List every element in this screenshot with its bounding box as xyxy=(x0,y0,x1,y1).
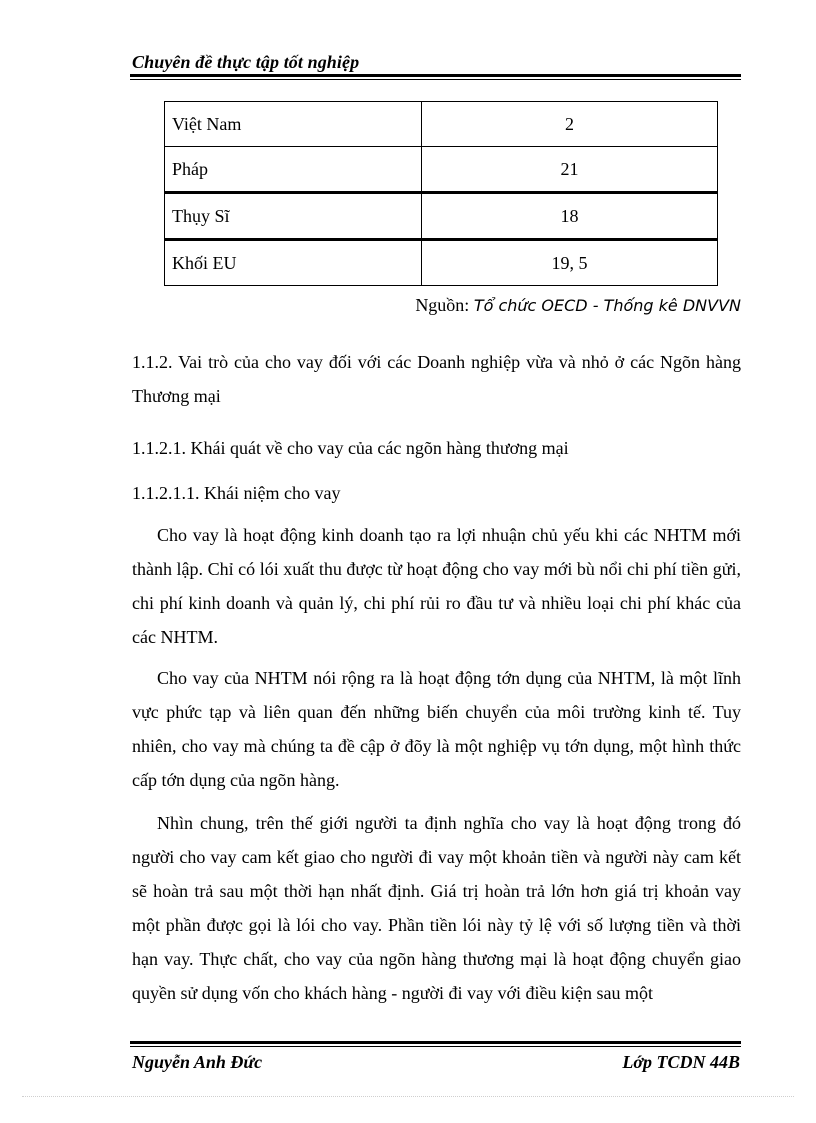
footer-class: Lớp TCDN 44B xyxy=(622,1052,740,1072)
table-source xyxy=(415,295,741,316)
table-row xyxy=(165,102,718,147)
source-label: Nguồn: xyxy=(415,295,470,315)
table-cell-value: 21 xyxy=(422,147,718,193)
table-cell-value: 19, 5 xyxy=(422,240,718,286)
header-title: Chuyên đề thực tập tốt nghiệp xyxy=(132,52,360,72)
table-cell-country: Thụy Sĩ xyxy=(165,193,422,240)
footer-rule xyxy=(130,1041,741,1047)
table-cell-value: 18 xyxy=(422,193,718,240)
data-table xyxy=(164,101,718,286)
paragraph-3: Nhìn chung, trên thế giới người ta định nghĩa cho vay là hoạt động trong đó người cho vay cam kết giao cho người đi vay một khoản tiền và người này cam kết sẽ hoàn trả sau một thời hạn nhất định. Giá trị hoàn trả lớn hơn giá trị khoản vay một phần được gọi là lói cho vay. Phần tiền lói này tỷ lệ với số lượng tiền và thời hạn vay. Thực chất, cho vay của ngõn hàng thương mại là hoạt động chuyển giao quyền sử dụng vốn cho khách hàng - người đi vay với điều kiện sau một xyxy=(132,813,741,1003)
table-cell-country: Khối EU xyxy=(165,240,422,286)
paragraph-2: Cho vay của NHTM nói rộng ra là hoạt động tớn dụng của NHTM, là một lĩnh vực phức tạp và liên quan đến những biến chuyển của môi trường kinh tế. Tuy nhiên, cho vay mà chúng ta đề cập ở đõy là một nghiệp vụ tớn dụng, một hình thức cấp tớn dụng của ngõn hàng. xyxy=(132,668,741,790)
table-row xyxy=(165,193,718,240)
paragraph-1: Cho vay là hoạt động kinh doanh tạo ra lợi nhuận chủ yếu khi các NHTM mới thành lập. Chỉ có lói xuất thu được từ hoạt động cho vay mới bù nổi chi phí tiền gửi, chi phí kinh doanh và quản lý, chi phí rủi ro đầu tư và nhiều loại chi phí khác của các NHTM. xyxy=(132,525,741,647)
header-rule xyxy=(130,74,741,80)
table-cell-value: 2 xyxy=(422,102,718,147)
section-heading-1-1-2-1-1: 1.1.2.1.1. Khái niệm cho vay xyxy=(132,483,341,503)
table-cell-country: Pháp xyxy=(165,147,422,193)
table-row xyxy=(165,240,718,286)
table-row xyxy=(165,147,718,193)
source-org: Tổ chức OECD - Thống kê DNVVN xyxy=(473,296,741,315)
section-heading-1-1-2-1: 1.1.2.1. Khái quát về cho vay của các ngõn hàng thương mại xyxy=(132,438,569,458)
section-heading-1-1-2: 1.1.2. Vai trò của cho vay đối với các Doanh nghiệp vừa và nhỏ ở các Ngõn hàng Thương mại xyxy=(132,352,741,406)
footer-author: Nguyễn Anh Đức xyxy=(132,1052,263,1072)
page-edge-divider xyxy=(22,1096,794,1097)
table-cell-country: Việt Nam xyxy=(165,102,422,147)
